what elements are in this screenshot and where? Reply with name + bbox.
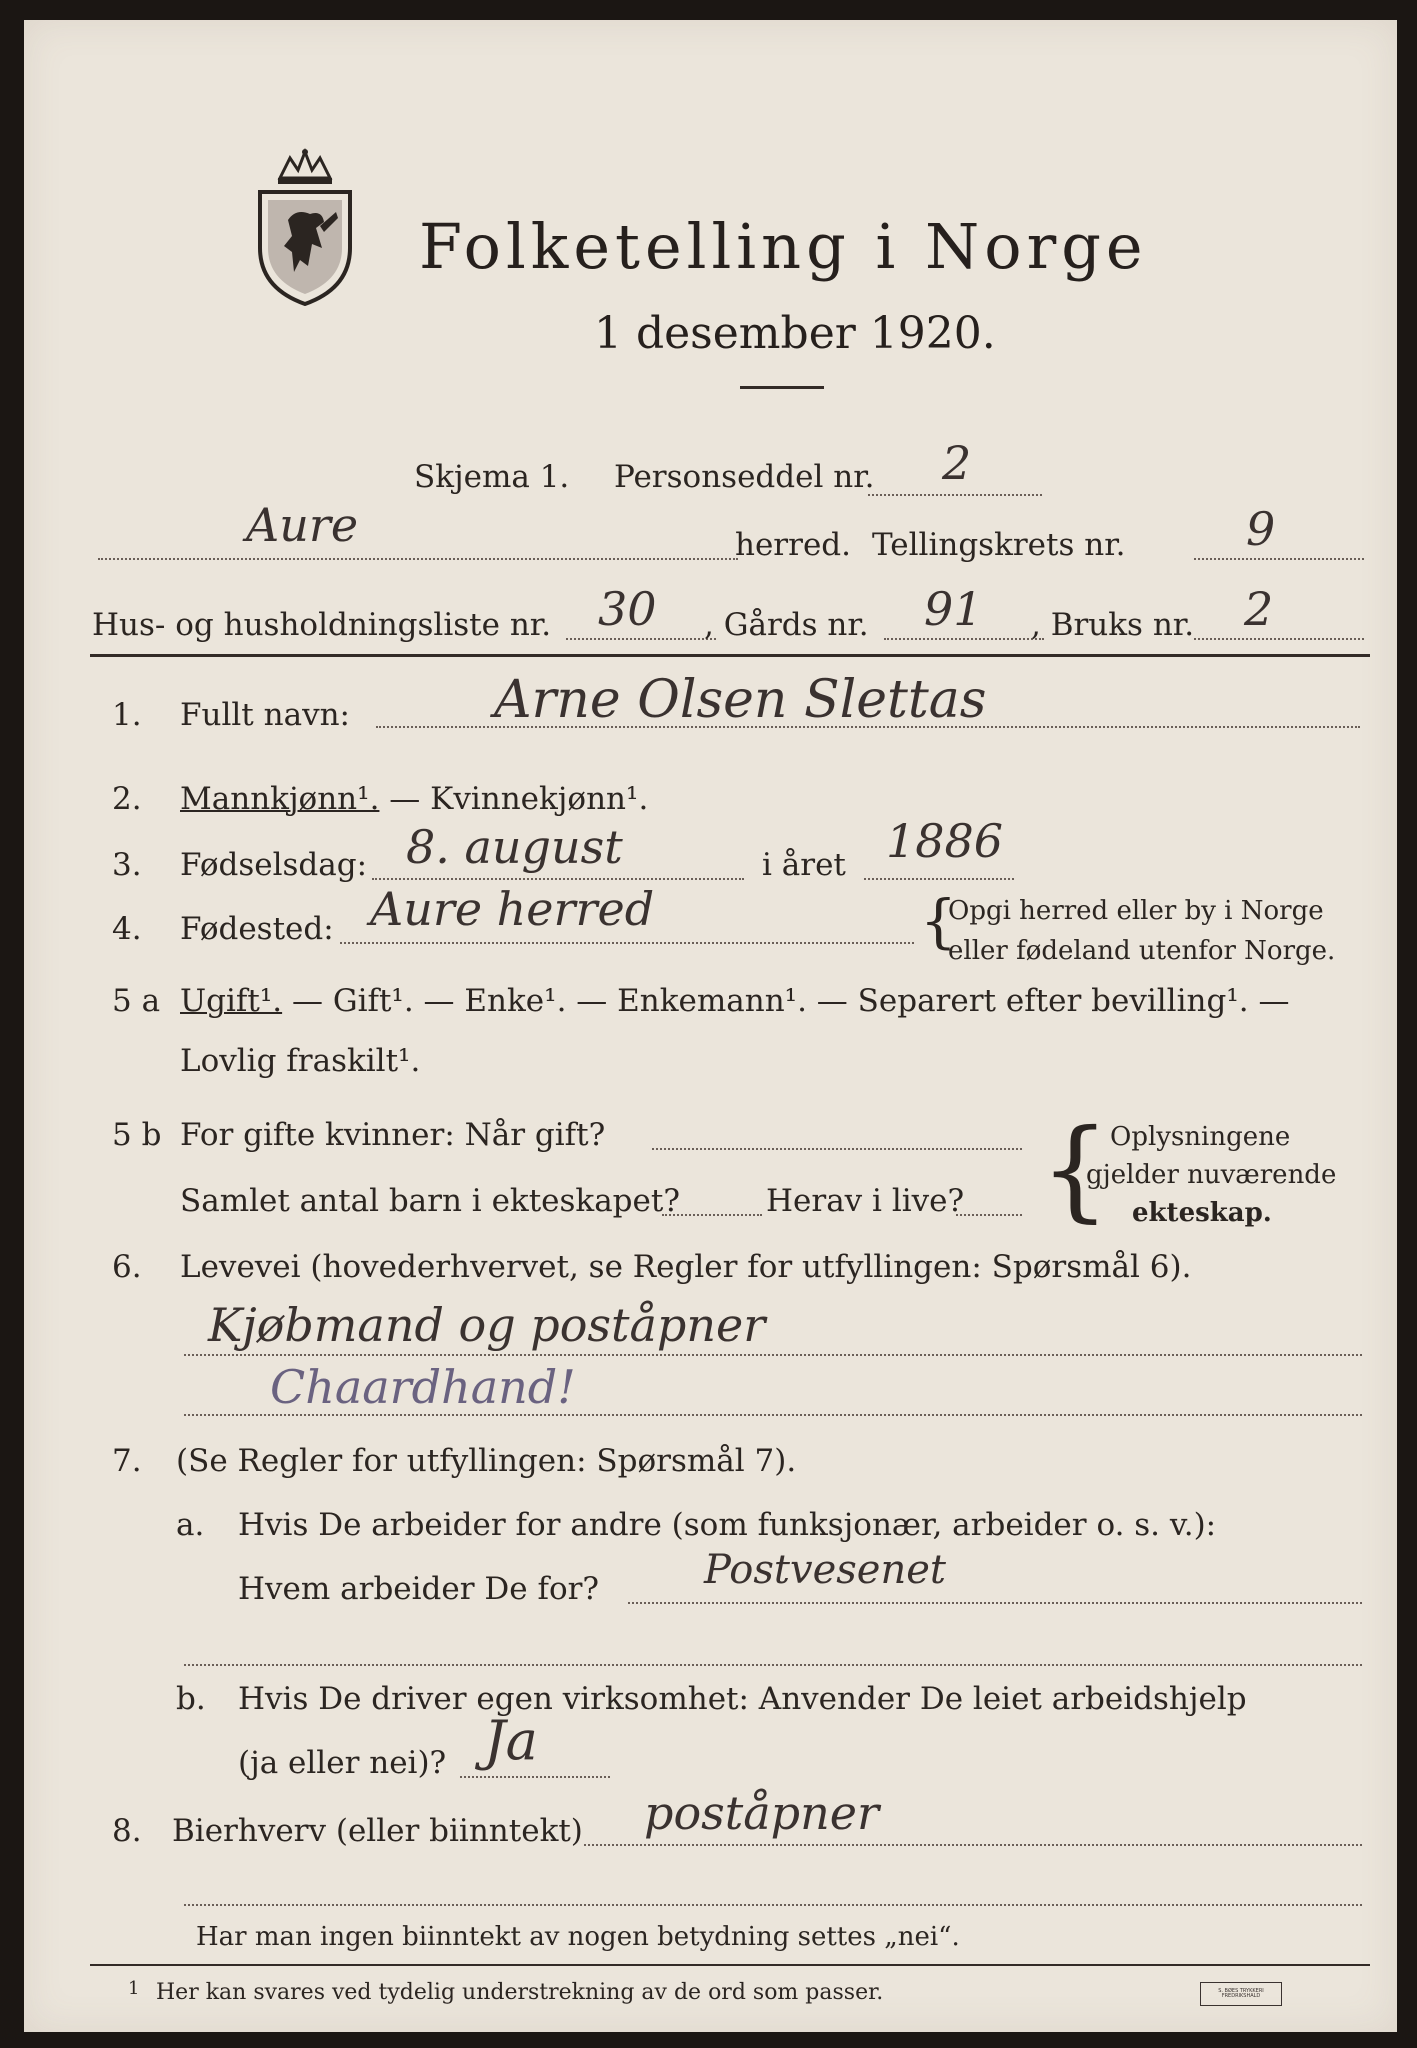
q5b-note2: gjelder nuværende <box>1086 1160 1337 1190</box>
q5b-label3: Herav i live? <box>766 1183 965 1219</box>
herred-label: herred. <box>735 527 851 563</box>
title-divider <box>740 386 824 389</box>
q1-value: Arne Olsen Slettas <box>494 670 987 730</box>
herred-line <box>98 558 738 560</box>
printer-stamp <box>1200 1982 1282 2006</box>
personseddel-label: Personseddel nr. <box>614 459 875 495</box>
q2-kvinne-option: Kvinnekjønn¹. <box>430 781 649 817</box>
census-form <box>24 20 1397 2032</box>
footer-note: Har man ingen biinntekt av nogen betydning settes „nei“. <box>196 1922 960 1952</box>
q8-line <box>584 1844 1362 1846</box>
q7b-line1: Hvis De driver egen virksomhet: Anvender De leiet arbeidshjelp <box>238 1681 1247 1717</box>
q6-value2: Chaardhand! <box>270 1360 576 1414</box>
tellingskrets-value: 9 <box>1246 502 1276 556</box>
header-rule <box>90 654 1370 657</box>
q5a-options <box>180 983 1290 1019</box>
q7-number: 7. <box>112 1443 142 1479</box>
hus-line <box>566 638 716 640</box>
hus-value: 30 <box>598 582 657 636</box>
q7b-letter: b. <box>176 1681 206 1717</box>
q4-note-line2: eller fødeland utenfor Norge. <box>948 936 1336 966</box>
q6-line1 <box>184 1354 1362 1356</box>
q1-label: Fullt navn: <box>180 697 350 733</box>
personseddel-line <box>868 494 1042 496</box>
q5b-note3: ekteskap. <box>1132 1198 1272 1228</box>
form-title: Folketelling i Norge <box>419 210 1148 283</box>
q6-value1: Kjøbmand og poståpner <box>208 1298 766 1352</box>
coat-of-arms-icon <box>250 148 360 306</box>
q5b-number: 5 b <box>112 1117 162 1153</box>
bruks-label: , Bruks nr. <box>1031 607 1195 643</box>
q2-number: 2. <box>112 781 142 817</box>
footer-rule <box>90 1964 1370 1966</box>
printer-stamp-text: S. BØES TRYKKERI FREDRIKSHALD <box>1218 1987 1264 1999</box>
q1-number: 1. <box>112 697 142 733</box>
hus-label: Hus- og husholdningsliste nr. <box>92 607 552 643</box>
q4-value: Aure herred <box>370 882 655 936</box>
q7-label: (Se Regler for utfyllingen: Spørsmål 7). <box>176 1443 797 1479</box>
q7a-extra-line <box>184 1664 1362 1666</box>
q7a-line1: Hvis De arbeider for andre (som funksjonær, arbeider o. s. v.): <box>238 1507 1217 1543</box>
gards-label: , Gårds nr. <box>704 607 869 643</box>
q5b-label2: Samlet antal barn i ekteskapet? <box>180 1183 680 1219</box>
tellingskrets-label: Tellingskrets nr. <box>872 527 1126 563</box>
q4-line <box>340 942 914 944</box>
gards-line <box>884 638 1044 640</box>
q5b-line1 <box>652 1148 1022 1150</box>
q5b-line2 <box>662 1214 762 1216</box>
q8-label: Bierhverv (eller biinntekt) <box>172 1813 583 1849</box>
q5a-line2: Lovlig fraskilt¹. <box>180 1043 421 1079</box>
q5b-line3 <box>956 1214 1022 1216</box>
q5a-ugift-option: Ugift¹. <box>180 983 283 1019</box>
q3-year-label: i året <box>762 847 846 883</box>
q7a-line2: Hvem arbeider De for? <box>238 1571 600 1607</box>
q3-year-line <box>864 878 1014 880</box>
q3-day-line <box>372 878 744 880</box>
q7b-line <box>460 1776 610 1778</box>
q4-note-brace: { <box>920 887 957 955</box>
q7b-value: Ja <box>484 1709 538 1772</box>
q3-year-value: 1886 <box>886 814 1004 868</box>
q6-label: Levevei (hovederhvervet, se Regler for utfyllingen: Spørsmål 6). <box>180 1249 1192 1285</box>
q4-note-line1: Opgi herred eller by i Norge <box>948 896 1324 926</box>
personseddel-value: 2 <box>942 436 972 490</box>
skjema-label: Skjema 1. <box>414 459 570 495</box>
q7a-value: Postvesenet <box>704 1547 946 1593</box>
q3-day-value: 8. august <box>406 820 623 874</box>
q2-mann-option: Mannkjønn¹. <box>180 781 380 817</box>
footnote-mark: 1 <box>128 1978 140 1999</box>
q5a-number: 5 a <box>112 983 161 1019</box>
q3-label: Fødselsdag: <box>180 847 368 883</box>
q4-label: Fødested: <box>180 911 334 947</box>
q4-number: 4. <box>112 911 142 947</box>
bruks-line <box>1194 638 1364 640</box>
q2-options <box>180 781 649 817</box>
q2-separator: — <box>379 781 431 817</box>
herred-value: Aure <box>246 498 359 552</box>
q7a-letter: a. <box>176 1507 205 1543</box>
q6-line2 <box>184 1414 1362 1416</box>
q8-extra-line <box>184 1904 1362 1906</box>
gards-value: 91 <box>924 582 983 636</box>
q7b-line2: (ja eller nei)? <box>238 1745 447 1781</box>
q3-number: 3. <box>112 847 142 883</box>
q7a-line <box>628 1602 1362 1604</box>
q5b-note-brace: { <box>1040 1105 1110 1233</box>
q8-number: 8. <box>112 1813 142 1849</box>
q5a-other-options: — Gift¹. — Enke¹. — Enkemann¹. — Separert efter bevilling¹. — <box>282 983 1290 1019</box>
q6-number: 6. <box>112 1249 142 1285</box>
form-date: 1 desember 1920. <box>594 308 996 359</box>
bruks-value: 2 <box>1244 582 1274 636</box>
q5b-note1: Oplysningene <box>1110 1122 1291 1152</box>
q5b-label1: For gifte kvinner: Når gift? <box>180 1117 606 1153</box>
footnote: Her kan svares ved tydelig understrekning av de ord som passer. <box>156 1980 884 2005</box>
q8-value: poståpner <box>644 1786 879 1840</box>
tellingskrets-line <box>1194 558 1364 560</box>
